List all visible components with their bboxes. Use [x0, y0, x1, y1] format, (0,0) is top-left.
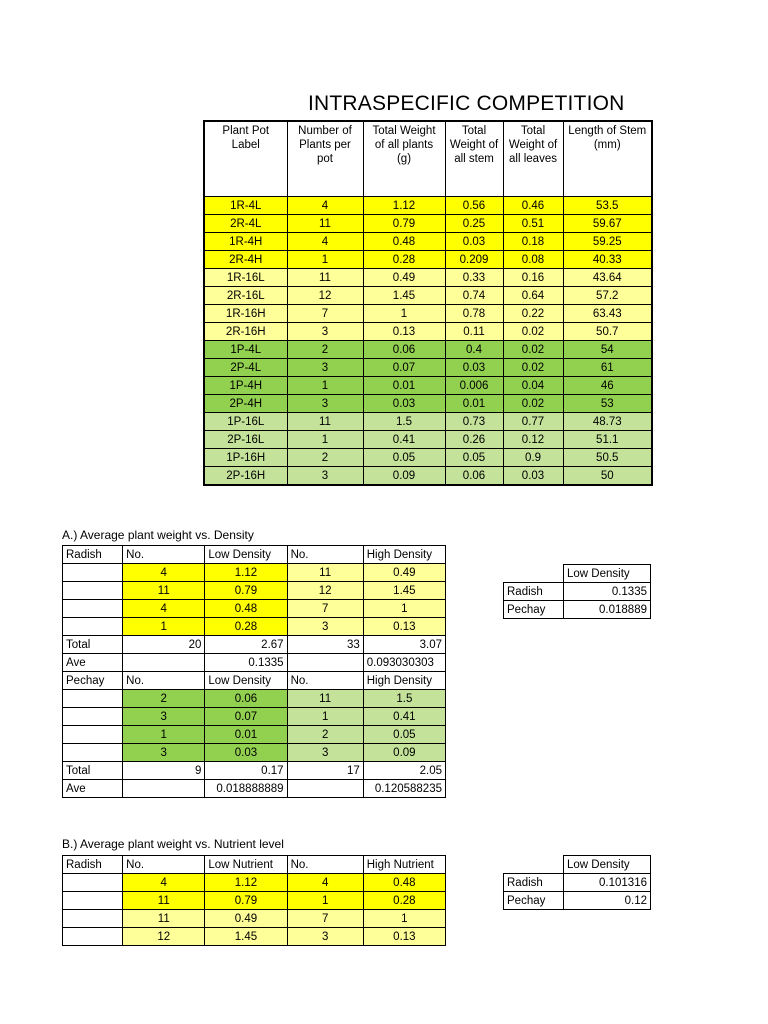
table-cell: 0.22 — [503, 305, 563, 323]
table-cell: 0.33 — [445, 269, 503, 287]
plant-pot-label-cell: 2P-4H — [204, 395, 287, 413]
density-summary-table — [503, 564, 651, 619]
table-cell: 11 — [123, 582, 205, 600]
table-row — [204, 305, 652, 323]
table-cell: 0.12 — [503, 431, 563, 449]
table-cell: 1 — [123, 618, 205, 636]
summary-row — [504, 874, 651, 892]
table-cell: 0.05 — [363, 726, 445, 744]
table-row — [63, 892, 446, 910]
radish-label: Radish — [63, 856, 123, 874]
table-cell: 0.1335 — [205, 654, 287, 672]
col-low-nutrient-label: Low Nutrient — [205, 856, 287, 874]
table-cell: 0.018888889 — [205, 780, 287, 798]
table-cell: 0.209 — [445, 251, 503, 269]
table-cell: 33 — [287, 636, 363, 654]
table-cell: 0.120588235 — [363, 780, 445, 798]
table-cell: 1 — [287, 892, 363, 910]
empty-cell — [63, 600, 123, 618]
plant-pot-label-cell: 2R-16H — [204, 323, 287, 341]
table-cell: 0.09 — [363, 467, 445, 486]
table-cell: 53.5 — [563, 197, 652, 215]
table-cell: 0.9 — [503, 449, 563, 467]
table-cell: 11 — [287, 413, 363, 431]
ave-label: Ave — [63, 654, 123, 672]
table-cell: 0.18 — [503, 233, 563, 251]
plant-pot-label-cell: 2P-16L — [204, 431, 287, 449]
table-cell: 0.56 — [445, 197, 503, 215]
table-cell: 57.2 — [563, 287, 652, 305]
table-row — [63, 928, 446, 946]
table-row — [204, 233, 652, 251]
pechay-label: Pechay — [63, 672, 123, 690]
table-cell: 50.7 — [563, 323, 652, 341]
table-cell: 53 — [563, 395, 652, 413]
table-cell: 61 — [563, 359, 652, 377]
table-cell: 54 — [563, 341, 652, 359]
pechay-ave-row — [63, 780, 446, 798]
table-row — [204, 323, 652, 341]
table-row — [204, 467, 652, 486]
empty-cell — [63, 564, 123, 582]
table-cell: 0.41 — [363, 431, 445, 449]
col-no-label: No. — [123, 546, 205, 564]
plant-pot-label-cell: 2R-16L — [204, 287, 287, 305]
table-cell: 11 — [287, 215, 363, 233]
plant-pot-label-cell: 1P-16L — [204, 413, 287, 431]
table-cell: 12 — [287, 582, 363, 600]
plant-pot-label-cell: 2R-4H — [204, 251, 287, 269]
main-data-table — [203, 120, 653, 486]
summary-row — [504, 601, 651, 619]
table-cell: 7 — [287, 600, 363, 618]
table-cell: 0.74 — [445, 287, 503, 305]
plant-pot-label-cell: 1P-16H — [204, 449, 287, 467]
table-cell: 0.49 — [205, 910, 287, 928]
table-row — [204, 341, 652, 359]
table-row — [63, 744, 446, 762]
empty-cell — [504, 565, 564, 583]
table-cell: 20 — [123, 636, 205, 654]
table-cell: 2 — [287, 449, 363, 467]
table-cell: 50 — [563, 467, 652, 486]
table-cell: 11 — [123, 910, 205, 928]
table-cell: 1.12 — [205, 564, 287, 582]
plant-pot-label-cell: 1P-4H — [204, 377, 287, 395]
total-label: Total — [63, 636, 123, 654]
table-row — [204, 377, 652, 395]
table-row — [204, 449, 652, 467]
table-cell: 0.02 — [503, 359, 563, 377]
table-cell: 3 — [287, 467, 363, 486]
nutrient-summary-table — [503, 855, 651, 910]
col-no-label: No. — [287, 672, 363, 690]
empty-cell — [63, 928, 123, 946]
radish-ave-row — [63, 654, 446, 672]
table-cell: 0.01 — [205, 726, 287, 744]
table-cell: 2.67 — [205, 636, 287, 654]
empty-cell — [63, 744, 123, 762]
table-row — [63, 726, 446, 744]
table-row — [63, 874, 446, 892]
table-cell: 0.08 — [503, 251, 563, 269]
header-plant-pot-label: Plant Pot Label — [204, 121, 287, 197]
table-cell: 0.01 — [445, 395, 503, 413]
table-cell: 3 — [287, 928, 363, 946]
table-cell: 0.49 — [363, 564, 445, 582]
table-cell: 0.03 — [445, 233, 503, 251]
radish-header-row — [63, 546, 446, 564]
table-cell: 11 — [287, 690, 363, 708]
table-cell: 0.48 — [363, 874, 445, 892]
table-cell: 2.05 — [363, 762, 445, 780]
table-cell: 1.5 — [363, 690, 445, 708]
table-row — [204, 197, 652, 215]
plant-pot-label-cell: 1R-16H — [204, 305, 287, 323]
table-cell: 0.79 — [205, 892, 287, 910]
table-cell: 0.11 — [445, 323, 503, 341]
summary-value: 0.12 — [564, 892, 651, 910]
table-cell — [123, 654, 205, 672]
summary-value: 0.018889 — [564, 601, 651, 619]
table-cell: 0.17 — [205, 762, 287, 780]
empty-cell — [63, 874, 123, 892]
table-cell: 51.1 — [563, 431, 652, 449]
table-cell: 3 — [287, 359, 363, 377]
table-cell: 0.79 — [363, 215, 445, 233]
table-cell: 0.03 — [445, 359, 503, 377]
header-total-weight-stem: Total Weight of all stem — [445, 121, 503, 197]
table-cell: 2 — [287, 726, 363, 744]
plant-pot-label-cell: 1R-16L — [204, 269, 287, 287]
table-cell: 3.07 — [363, 636, 445, 654]
table-row — [63, 582, 446, 600]
table-cell: 0.79 — [205, 582, 287, 600]
table-cell: 2 — [287, 341, 363, 359]
table-cell: 0.48 — [363, 233, 445, 251]
table-cell: 40.33 — [563, 251, 652, 269]
table-cell: 0.16 — [503, 269, 563, 287]
table-cell: 0.26 — [445, 431, 503, 449]
density-table — [62, 545, 446, 798]
section-a-heading: A.) Average plant weight vs. Density — [62, 528, 254, 542]
plant-pot-label-cell: 1R-4L — [204, 197, 287, 215]
table-cell: 0.51 — [503, 215, 563, 233]
table-cell: 1.12 — [363, 197, 445, 215]
plant-pot-label-cell: 2R-4L — [204, 215, 287, 233]
table-cell: 12 — [123, 928, 205, 946]
table-cell: 11 — [123, 892, 205, 910]
table-cell: 0.03 — [503, 467, 563, 486]
table-cell: 1.45 — [363, 287, 445, 305]
table-cell: 12 — [287, 287, 363, 305]
summary-value: 0.101316 — [564, 874, 651, 892]
table-cell: 0.05 — [363, 449, 445, 467]
table-cell: 11 — [287, 564, 363, 582]
table-cell: 0.64 — [503, 287, 563, 305]
table-cell: 0.09 — [363, 744, 445, 762]
table-cell: 1 — [287, 708, 363, 726]
table-cell: 0.73 — [445, 413, 503, 431]
table-cell: 0.77 — [503, 413, 563, 431]
table-cell: 0.06 — [363, 341, 445, 359]
empty-cell — [63, 618, 123, 636]
table-cell: 1 — [363, 910, 445, 928]
table-cell: 0.07 — [363, 359, 445, 377]
table-cell: 1 — [123, 726, 205, 744]
table-cell: 1.45 — [363, 582, 445, 600]
empty-cell — [63, 726, 123, 744]
table-cell: 59.67 — [563, 215, 652, 233]
table-cell — [287, 780, 363, 798]
table-cell: 0.05 — [445, 449, 503, 467]
table-cell: 3 — [287, 323, 363, 341]
table-cell: 48.73 — [563, 413, 652, 431]
table-row — [63, 564, 446, 582]
table-cell: 4 — [123, 564, 205, 582]
summary-row — [504, 892, 651, 910]
table-row — [204, 251, 652, 269]
table-cell: 1.45 — [205, 928, 287, 946]
col-no-label: No. — [287, 546, 363, 564]
table-row — [204, 287, 652, 305]
table-cell: 1 — [363, 600, 445, 618]
col-no-label: No. — [287, 856, 363, 874]
ave-label: Ave — [63, 780, 123, 798]
table-row — [204, 395, 652, 413]
col-low-density-label: Low Density — [205, 546, 287, 564]
table-cell: 0.06 — [445, 467, 503, 486]
table-cell: 4 — [123, 874, 205, 892]
col-high-density-label: High Density — [363, 546, 445, 564]
empty-cell — [63, 708, 123, 726]
table-cell: 0.49 — [363, 269, 445, 287]
table-cell: 4 — [123, 600, 205, 618]
table-cell: 0.78 — [445, 305, 503, 323]
table-cell: 0.28 — [363, 892, 445, 910]
total-label: Total — [63, 762, 123, 780]
table-cell: 3 — [287, 618, 363, 636]
summary-header-row — [504, 856, 651, 874]
summary-header: Low Density — [564, 856, 651, 874]
table-cell: 7 — [287, 910, 363, 928]
table-cell: 0.04 — [503, 377, 563, 395]
table-cell: 3 — [123, 708, 205, 726]
pechay-header-row — [63, 672, 446, 690]
table-cell: 0.006 — [445, 377, 503, 395]
table-row — [204, 413, 652, 431]
table-cell: 63.43 — [563, 305, 652, 323]
table-cell: 0.41 — [363, 708, 445, 726]
summary-label: Pechay — [504, 601, 564, 619]
table-cell: 17 — [287, 762, 363, 780]
empty-cell — [63, 910, 123, 928]
table-cell: 0.13 — [363, 323, 445, 341]
header-length-of-stem: Length of Stem (mm) — [563, 121, 652, 197]
table-row — [63, 708, 446, 726]
table-cell: 3 — [287, 744, 363, 762]
summary-label: Pechay — [504, 892, 564, 910]
empty-cell — [63, 690, 123, 708]
main-table-body — [204, 197, 652, 486]
table-cell: 50.5 — [563, 449, 652, 467]
table-row — [204, 431, 652, 449]
summary-label: Radish — [504, 583, 564, 601]
table-row — [204, 215, 652, 233]
table-cell: 4 — [287, 233, 363, 251]
table-cell: 0.06 — [205, 690, 287, 708]
table-cell: 0.03 — [363, 395, 445, 413]
table-cell: 7 — [287, 305, 363, 323]
header-total-weight-leaves: Total Weight of all leaves — [503, 121, 563, 197]
table-cell: 0.02 — [503, 395, 563, 413]
table-row — [63, 618, 446, 636]
table-cell: 1 — [287, 377, 363, 395]
summary-header: Low Density — [564, 565, 651, 583]
table-cell: 0.02 — [503, 323, 563, 341]
table-cell: 0.25 — [445, 215, 503, 233]
table-cell — [123, 780, 205, 798]
pechay-total-row — [63, 762, 446, 780]
col-low-density-label: Low Density — [205, 672, 287, 690]
plant-pot-label-cell: 2P-4L — [204, 359, 287, 377]
table-row — [63, 910, 446, 928]
col-no-label: No. — [123, 672, 205, 690]
table-cell: 0.01 — [363, 377, 445, 395]
page-title: INTRASPECIFIC COMPETITION — [308, 92, 625, 115]
radish-total-row — [63, 636, 446, 654]
plant-pot-label-cell: 1R-4H — [204, 233, 287, 251]
table-cell: 1 — [287, 431, 363, 449]
table-cell: 46 — [563, 377, 652, 395]
table-cell: 59.25 — [563, 233, 652, 251]
empty-cell — [504, 856, 564, 874]
table-cell: 1 — [287, 251, 363, 269]
table-cell: 0.46 — [503, 197, 563, 215]
table-cell: 3 — [123, 744, 205, 762]
col-no-label: No. — [123, 856, 205, 874]
summary-row — [504, 583, 651, 601]
radish-header-row — [63, 856, 446, 874]
summary-header-row — [504, 565, 651, 583]
table-cell: 0.07 — [205, 708, 287, 726]
table-row — [204, 359, 652, 377]
col-high-nutrient-label: High Nutrient — [363, 856, 445, 874]
radish-label: Radish — [63, 546, 123, 564]
col-high-density-label: High Density — [363, 672, 445, 690]
table-cell: 0.02 — [503, 341, 563, 359]
summary-value: 0.1335 — [564, 583, 651, 601]
table-cell: 4 — [287, 197, 363, 215]
table-cell — [287, 654, 363, 672]
table-cell: 0.13 — [363, 928, 445, 946]
plant-pot-label-cell: 1P-4L — [204, 341, 287, 359]
table-cell: 2 — [123, 690, 205, 708]
table-cell: 3 — [287, 395, 363, 413]
table-cell: 9 — [123, 762, 205, 780]
table-cell: 43.64 — [563, 269, 652, 287]
table-cell: 11 — [287, 269, 363, 287]
table-cell: 1.5 — [363, 413, 445, 431]
table-cell: 1 — [363, 305, 445, 323]
table-cell: 0.4 — [445, 341, 503, 359]
table-row — [63, 600, 446, 618]
header-number-of-plants: Number of Plants per pot — [287, 121, 363, 197]
table-cell: 0.03 — [205, 744, 287, 762]
table-cell: 4 — [287, 874, 363, 892]
table-cell: 0.093030303 — [363, 654, 445, 672]
main-table-header-row — [204, 121, 652, 197]
table-cell: 0.13 — [363, 618, 445, 636]
header-total-weight-plants: Total Weight of all plants (g) — [363, 121, 445, 197]
table-cell: 0.28 — [205, 618, 287, 636]
table-cell: 1.12 — [205, 874, 287, 892]
summary-label: Radish — [504, 874, 564, 892]
empty-cell — [63, 892, 123, 910]
table-row — [204, 269, 652, 287]
section-b-heading: B.) Average plant weight vs. Nutrient level — [62, 837, 284, 851]
table-cell: 0.28 — [363, 251, 445, 269]
empty-cell — [63, 582, 123, 600]
nutrient-table — [62, 855, 446, 946]
table-row — [63, 690, 446, 708]
plant-pot-label-cell: 2P-16H — [204, 467, 287, 486]
table-cell: 0.48 — [205, 600, 287, 618]
